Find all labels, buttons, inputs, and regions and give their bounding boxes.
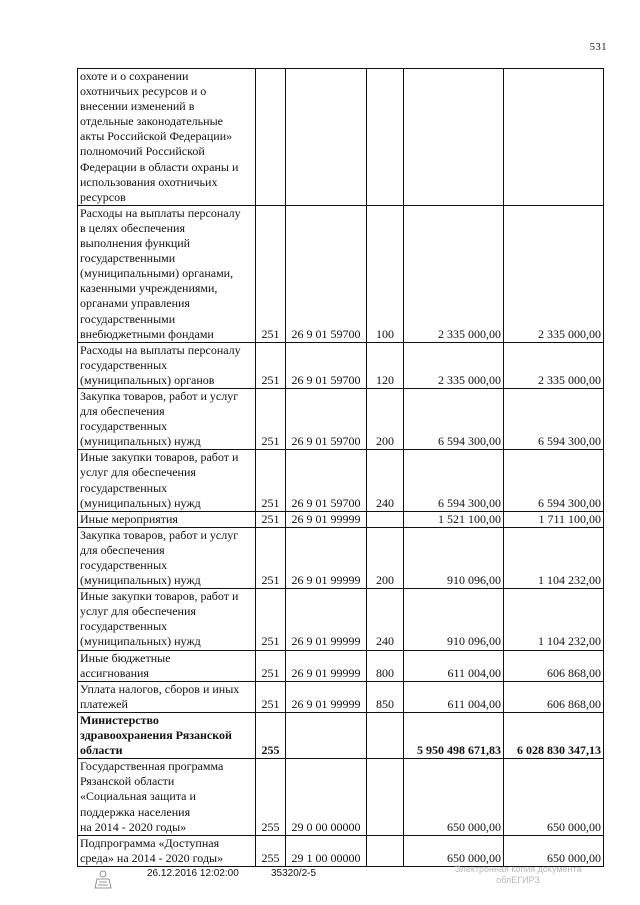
row-amount-year2-cell: 650 000,00	[504, 835, 604, 866]
row-amount-year1-cell: 611 004,00	[404, 681, 504, 712]
row-expense-type-cell: 100	[367, 205, 404, 342]
row-amount-year1-cell: 1 521 100,00	[404, 511, 504, 527]
row-admin-code-cell: 255	[256, 835, 286, 866]
table-row	[78, 650, 604, 681]
row-expense-type-cell	[367, 712, 404, 758]
table-row	[78, 511, 604, 527]
row-name-cell: охоте и о сохранении охотничьих ресурсов и о внесении изменений в отдельные законодательные акты Российской Федерации» полномочий Российской Федерации в области охраны и использования охотничьих ресурсов	[78, 69, 256, 206]
row-amount-year1-cell: 910 096,00	[404, 527, 504, 588]
row-admin-code-cell: 251	[256, 527, 286, 588]
footer-doc-code: 35320/2-5	[271, 868, 317, 879]
row-expense-type-cell: 120	[367, 342, 404, 388]
table-row	[78, 712, 604, 758]
row-expense-type-cell: 800	[367, 650, 404, 681]
row-amount-year1-cell: 650 000,00	[404, 835, 504, 866]
row-target-article-cell: 26 9 01 99999	[286, 527, 367, 588]
row-name-cell: Уплата налогов, сборов и иных платежей	[78, 681, 256, 712]
electronic-copy-watermark: Электронная копия документа облЕГИРЗ	[454, 864, 582, 885]
row-target-article-cell: 26 9 01 99999	[286, 511, 367, 527]
row-admin-code-cell: 251	[256, 450, 286, 511]
row-amount-year2-cell: 606 868,00	[504, 681, 604, 712]
row-amount-year2-cell	[504, 69, 604, 206]
row-expense-type-cell: 200	[367, 388, 404, 449]
row-name-cell: Государственная программа Рязанской области «Социальная защита и поддержка населения на 2014 - 2020 годы»	[78, 759, 256, 835]
row-amount-year1-cell: 2 335 000,00	[404, 342, 504, 388]
table-row	[78, 527, 604, 588]
row-target-article-cell: 26 9 01 99999	[286, 589, 367, 650]
page-footer	[0, 866, 640, 896]
row-expense-type-cell	[367, 759, 404, 835]
row-amount-year1-cell: 6 594 300,00	[404, 450, 504, 511]
row-name-cell: Иные бюджетные ассигнования	[78, 650, 256, 681]
row-name-cell: Иные закупки товаров, работ и услуг для обеспечения государственных (муниципальных) нужд	[78, 450, 256, 511]
row-target-article-cell	[286, 69, 367, 206]
row-name-cell: Расходы на выплаты персоналу в целях обеспечения выполнения функций государственными (муниципальными) органами, казенными учреждениями, органами управления государственными внебюджетными фондами	[78, 205, 256, 342]
row-expense-type-cell	[367, 511, 404, 527]
row-name-cell: Иные закупки товаров, работ и услуг для обеспечения государственных (муниципальных) нужд	[78, 589, 256, 650]
row-target-article-cell: 26 9 01 99999	[286, 681, 367, 712]
row-amount-year2-cell: 650 000,00	[504, 759, 604, 835]
row-name-cell: Закупка товаров, работ и услуг для обеспечения государственных (муниципальных) нужд	[78, 388, 256, 449]
footer-timestamp: 26.12.2016 12:02:00	[147, 868, 239, 879]
row-expense-type-cell: 240	[367, 450, 404, 511]
budget-table	[77, 68, 604, 867]
row-amount-year1-cell: 6 594 300,00	[404, 388, 504, 449]
row-admin-code-cell: 251	[256, 650, 286, 681]
row-expense-type-cell	[367, 69, 404, 206]
row-amount-year2-cell: 6 028 830 347,13	[504, 712, 604, 758]
row-target-article-cell: 29 0 00 00000	[286, 759, 367, 835]
row-target-article-cell: 26 9 01 59700	[286, 450, 367, 511]
row-amount-year1-cell: 910 096,00	[404, 589, 504, 650]
row-amount-year2-cell: 6 594 300,00	[504, 450, 604, 511]
row-admin-code-cell: 251	[256, 388, 286, 449]
row-amount-year1-cell: 650 000,00	[404, 759, 504, 835]
row-expense-type-cell: 200	[367, 527, 404, 588]
row-target-article-cell: 26 9 01 59700	[286, 205, 367, 342]
row-amount-year2-cell: 6 594 300,00	[504, 388, 604, 449]
page-number: 531	[589, 42, 607, 53]
row-admin-code-cell: 251	[256, 342, 286, 388]
row-admin-code-cell: 251	[256, 589, 286, 650]
table-row	[78, 342, 604, 388]
table-row	[78, 388, 604, 449]
row-amount-year1-cell: 5 950 498 671,83	[404, 712, 504, 758]
table-row	[78, 681, 604, 712]
budget-table-body	[78, 69, 604, 867]
table-row	[78, 450, 604, 511]
table-row	[78, 589, 604, 650]
row-admin-code-cell	[256, 69, 286, 206]
row-amount-year1-cell: 2 335 000,00	[404, 205, 504, 342]
row-amount-year2-cell: 1 104 232,00	[504, 589, 604, 650]
row-amount-year2-cell: 1 711 100,00	[504, 511, 604, 527]
row-admin-code-cell: 251	[256, 205, 286, 342]
row-amount-year2-cell: 1 104 232,00	[504, 527, 604, 588]
table-row	[78, 69, 604, 206]
row-admin-code-cell: 255	[256, 712, 286, 758]
row-target-article-cell: 26 9 01 99999	[286, 650, 367, 681]
row-admin-code-cell: 251	[256, 681, 286, 712]
row-expense-type-cell: 240	[367, 589, 404, 650]
table-row	[78, 205, 604, 342]
row-amount-year2-cell: 2 335 000,00	[504, 205, 604, 342]
row-expense-type-cell: 850	[367, 681, 404, 712]
row-name-cell: Закупка товаров, работ и услуг для обеспечения государственных (муниципальных) нужд	[78, 527, 256, 588]
row-name-cell: Расходы на выплаты персоналу государственных (муниципальных) органов	[78, 342, 256, 388]
row-amount-year2-cell: 2 335 000,00	[504, 342, 604, 388]
row-name-cell: Иные мероприятия	[78, 511, 256, 527]
row-target-article-cell: 26 9 01 59700	[286, 342, 367, 388]
table-row	[78, 759, 604, 835]
row-target-article-cell: 26 9 01 59700	[286, 388, 367, 449]
row-name-cell: Подпрограмма «Доступная среда» на 2014 - 2020 годы»	[78, 835, 256, 866]
table-row	[78, 835, 604, 866]
emblem-icon	[88, 866, 118, 892]
row-amount-year1-cell	[404, 69, 504, 206]
row-target-article-cell: 29 1 00 00000	[286, 835, 367, 866]
row-amount-year1-cell: 611 004,00	[404, 650, 504, 681]
row-target-article-cell	[286, 712, 367, 758]
row-amount-year2-cell: 606 868,00	[504, 650, 604, 681]
row-admin-code-cell: 251	[256, 511, 286, 527]
row-admin-code-cell: 255	[256, 759, 286, 835]
row-expense-type-cell	[367, 835, 404, 866]
row-name-cell: Министерство здравоохранения Рязанской области	[78, 712, 256, 758]
